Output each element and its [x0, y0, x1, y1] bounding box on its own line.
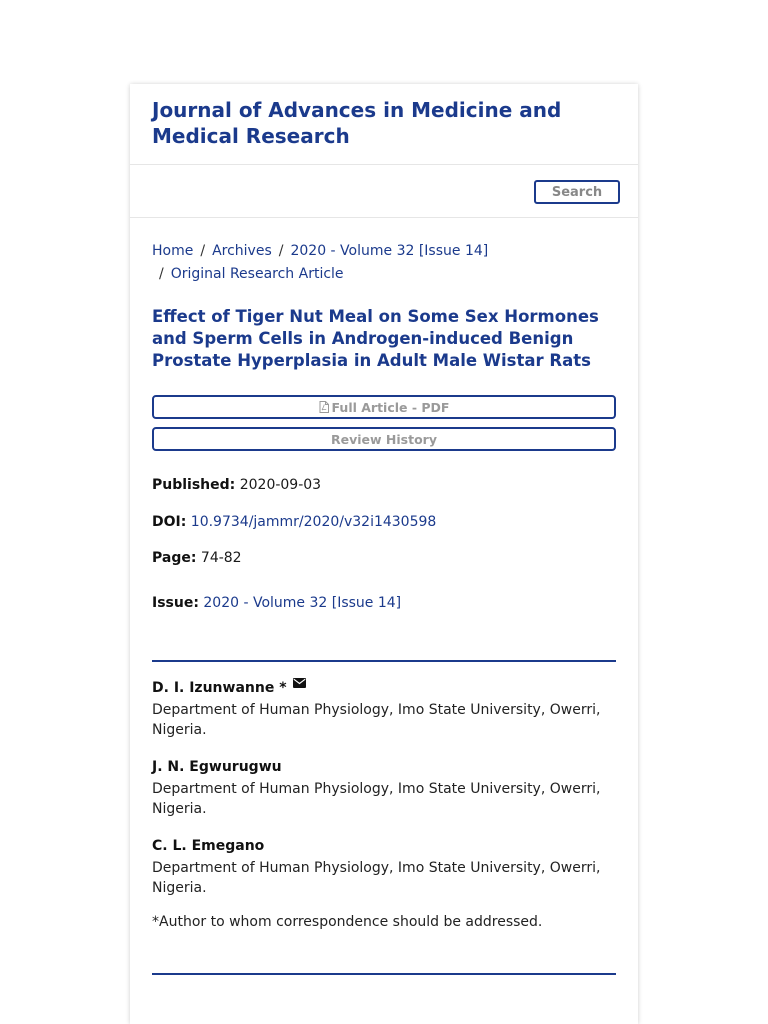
envelope-icon[interactable]: [293, 678, 306, 688]
section-divider: [152, 973, 616, 975]
breadcrumb-home[interactable]: Home: [152, 243, 194, 259]
search-button[interactable]: Search: [534, 180, 620, 204]
author-affiliation: Department of Human Physiology, Imo State University, Owerri, Nigeria.: [152, 860, 601, 896]
doi: [152, 513, 616, 531]
author-affiliation: Department of Human Physiology, Imo State University, Owerri, Nigeria.: [152, 702, 601, 738]
published-date: [152, 476, 616, 494]
page-card: [130, 84, 638, 1024]
review-history-button[interactable]: Review History: [152, 427, 616, 451]
breadcrumb-separator: /: [200, 243, 206, 259]
breadcrumb: [152, 240, 616, 286]
breadcrumb-archives[interactable]: Archives: [212, 243, 272, 259]
issue-label: Issue:: [152, 595, 199, 611]
published-value: 2020-09-03: [239, 477, 322, 493]
full-article-pdf-button[interactable]: [152, 395, 616, 419]
page-label: Page:: [152, 550, 197, 566]
search-bar: [130, 165, 638, 218]
article-content: [130, 240, 638, 975]
breadcrumb-separator: /: [159, 266, 164, 282]
doi-label: DOI:: [152, 514, 187, 530]
author-item: [152, 678, 616, 740]
issue: [152, 594, 616, 612]
author-affiliation: Department of Human Physiology, Imo State University, Owerri, Nigeria.: [152, 781, 601, 817]
full-article-pdf-label: Full Article - PDF: [331, 399, 450, 415]
issue-link[interactable]: 2020 - Volume 32 [Issue 14]: [203, 595, 402, 611]
published-label: Published:: [152, 477, 236, 493]
article-title: Effect of Tiger Nut Meal on Some Sex Hormones and Sperm Cells in Androgen-induced Benign Prostate Hyperplasia in Adult Male Wistar Rats: [152, 307, 599, 370]
pdf-file-icon: [319, 401, 329, 413]
author-name: D. I. Izunwanne *: [152, 680, 287, 696]
breadcrumb-section[interactable]: Original Research Article: [170, 266, 344, 282]
breadcrumb-issue[interactable]: 2020 - Volume 32 [Issue 14]: [290, 243, 489, 259]
page-value: 74-82: [200, 550, 242, 566]
author-item: [152, 758, 616, 819]
breadcrumb-separator: /: [278, 243, 284, 259]
author-name: C. L. Emegano: [152, 838, 265, 854]
author-list: [152, 678, 616, 931]
correspondence-note: *Author to whom correspondence should be addressed.: [152, 914, 543, 930]
section-divider: [152, 660, 616, 662]
journal-title-link[interactable]: Journal of Advances in Medicine and Medical Research: [130, 84, 638, 165]
page-range: [152, 549, 616, 567]
doi-link[interactable]: 10.9734/jammr/2020/v32i1430598: [190, 514, 437, 530]
author-name: J. N. Egwurugwu: [152, 759, 282, 775]
author-item: [152, 837, 616, 898]
